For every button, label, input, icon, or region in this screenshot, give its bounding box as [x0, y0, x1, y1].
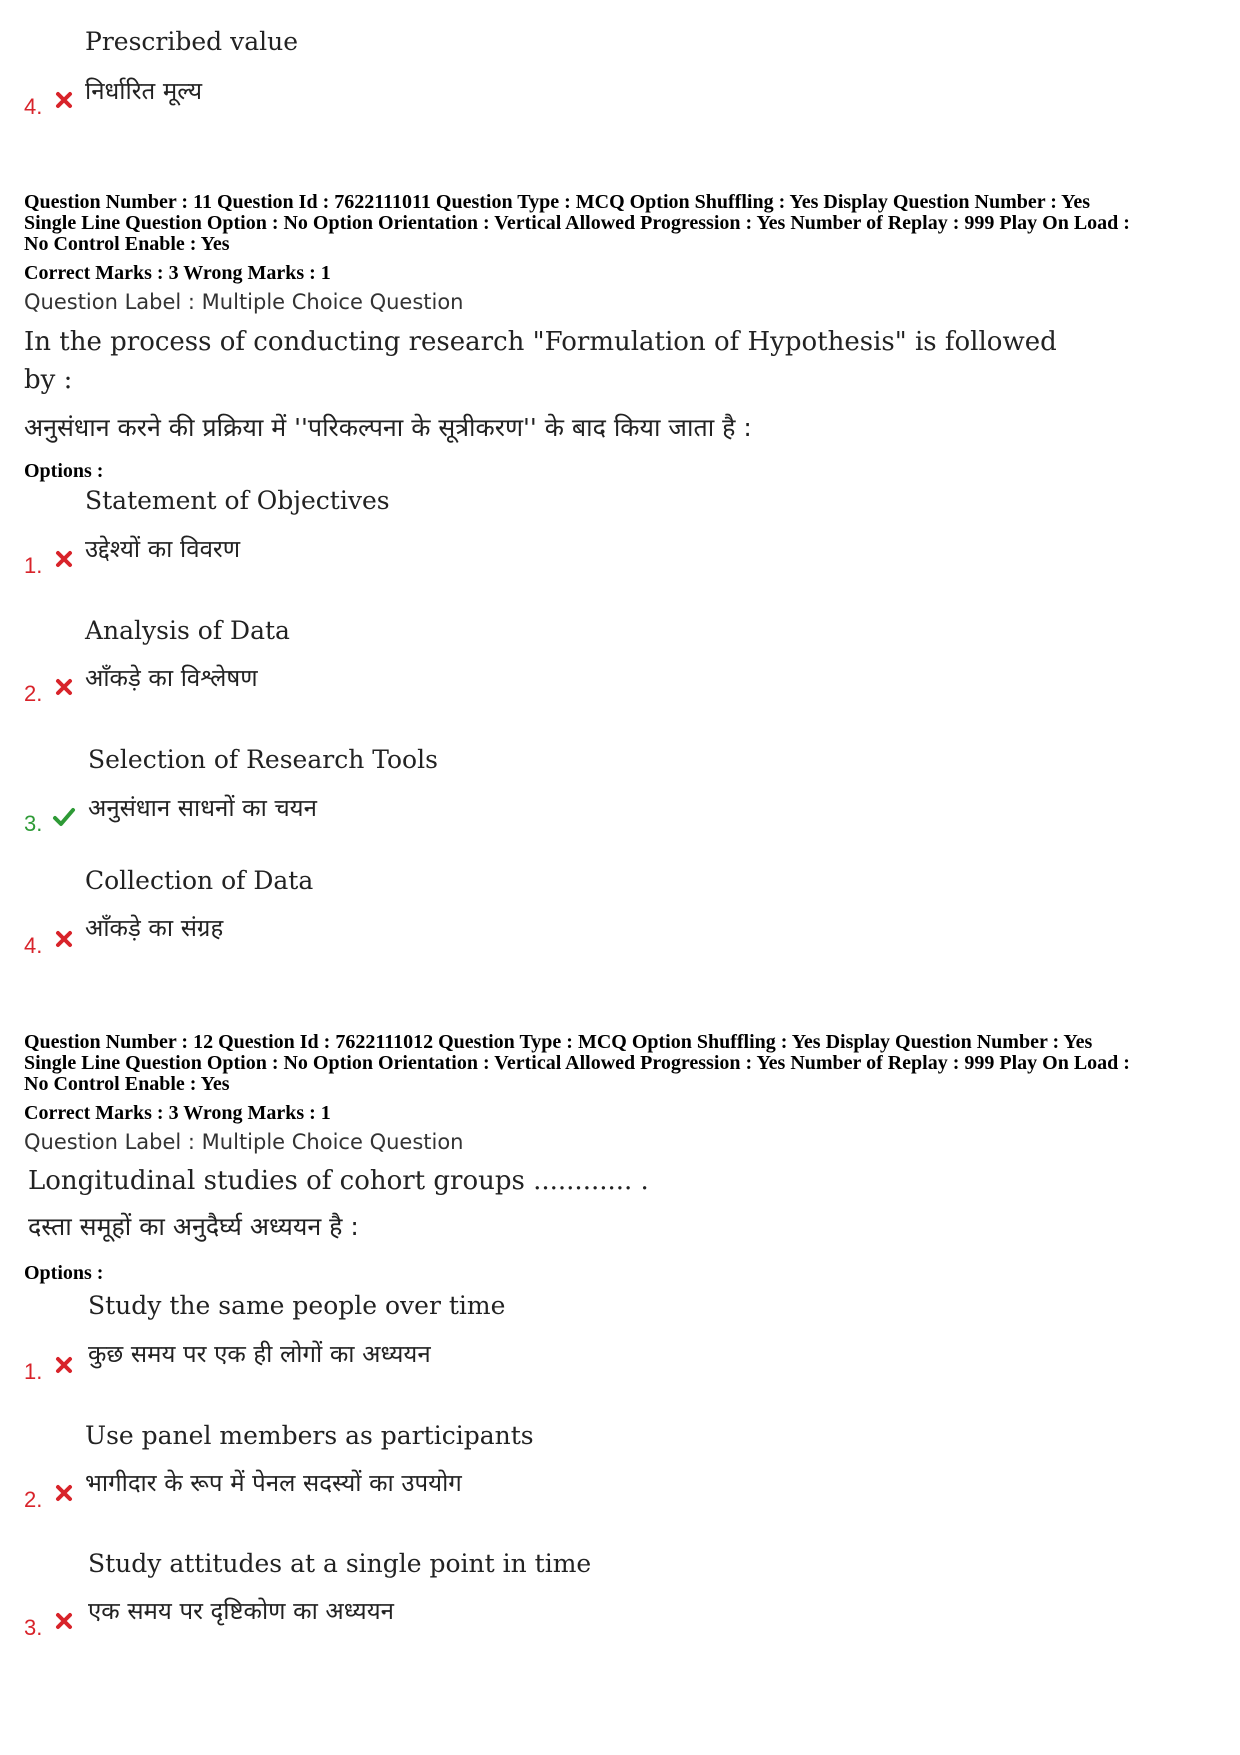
cross-icon	[54, 677, 74, 697]
question-meta-line: Question Number : 11 Question Id : 7622111011 Question Type : MCQ Option Shuffling : Yes Display Question Number : Yes	[24, 191, 1091, 213]
question-meta-line: Question Number : 12 Question Id : 7622111012 Question Type : MCQ Option Shuffling : Yes Display Question Number : Yes	[24, 1031, 1093, 1053]
question-11-meta	[24, 192, 1224, 255]
q12-option-3-hi: एक समय पर दृष्टिकोण का अध्ययन	[88, 1597, 394, 1625]
q12-option-2-hi: भागीदार के रूप में पेनल सदस्यों का उपयोग	[85, 1469, 462, 1497]
q12-option-1-number: 1.	[24, 1359, 43, 1384]
q11-option-1-number: 1.	[24, 553, 43, 578]
question-11-text-en: In the process of conducting research "Formulation of Hypothesis" is followed by :	[24, 327, 1057, 395]
question-11-marks: Correct Marks : 3 Wrong Marks : 1	[24, 262, 331, 284]
q12-option-1-en: Study the same people over time	[88, 1291, 506, 1320]
q11-option-4-hi: आँकड़े का संग्रह	[85, 914, 224, 942]
q11-option-1-hi: उद्देश्यों का विवरण	[85, 535, 241, 563]
question-12-text-hi: दस्ता समूहों का अनुदैर्घ्य अध्ययन है :	[28, 1212, 359, 1241]
prev-option-4-hi: निर्धारित मूल्य	[85, 77, 203, 105]
cross-icon	[54, 1611, 74, 1631]
question-11-text-hi: अनुसंधान करने की प्रक्रिया में ''परिकल्पना के सूत्रीकरण'' के बाद किया जाता है :	[24, 413, 752, 442]
question-11-label: Question Label : Multiple Choice Question	[24, 290, 464, 314]
cross-icon	[54, 1483, 74, 1503]
question-11-options-header: Options :	[24, 460, 104, 482]
q12-option-3-number: 3.	[24, 1615, 43, 1640]
q11-option-1-en: Statement of Objectives	[85, 486, 390, 515]
prev-option-4-en: Prescribed value	[85, 27, 299, 56]
check-icon	[52, 806, 76, 828]
prev-option-4-number: 4.	[24, 94, 43, 119]
q11-option-2-hi: आँकड़े का विश्लेषण	[85, 664, 258, 692]
q11-option-2-number: 2.	[24, 681, 43, 706]
cross-icon	[54, 929, 74, 949]
question-12-meta	[24, 1032, 1224, 1095]
question-meta-line: Single Line Question Option : No Option Orientation : Vertical Allowed Progression : Yes Number of Replay : 999 Play On Load :	[24, 212, 1130, 234]
q11-option-3-en: Selection of Research Tools	[88, 745, 438, 774]
cross-icon	[54, 549, 74, 569]
q12-option-3-en: Study attitudes at a single point in time	[88, 1549, 592, 1578]
question-12-text-en: Longitudinal studies of cohort groups ............ .	[28, 1166, 649, 1196]
cross-icon	[54, 90, 74, 110]
q11-option-4-number: 4.	[24, 933, 43, 958]
question-meta-line: No Control Enable : Yes	[24, 233, 230, 255]
cross-icon	[54, 1355, 74, 1375]
question-12-options-header: Options :	[24, 1262, 104, 1284]
question-meta-line: Single Line Question Option : No Option Orientation : Vertical Allowed Progression : Yes Number of Replay : 999 Play On Load :	[24, 1052, 1130, 1074]
question-12-label: Question Label : Multiple Choice Question	[24, 1130, 464, 1154]
q12-option-1-hi: कुछ समय पर एक ही लोगों का अध्ययन	[88, 1340, 431, 1368]
q12-option-2-en: Use panel members as participants	[85, 1421, 534, 1450]
question-meta-line: No Control Enable : Yes	[24, 1073, 230, 1095]
q11-option-3-hi: अनुसंधान साधनों का चयन	[88, 794, 317, 822]
q11-option-3-number: 3.	[24, 811, 43, 836]
question-12-marks: Correct Marks : 3 Wrong Marks : 1	[24, 1102, 331, 1124]
q11-option-2-en: Analysis of Data	[85, 616, 290, 645]
q12-option-2-number: 2.	[24, 1487, 43, 1512]
q11-option-4-en: Collection of Data	[85, 866, 314, 895]
